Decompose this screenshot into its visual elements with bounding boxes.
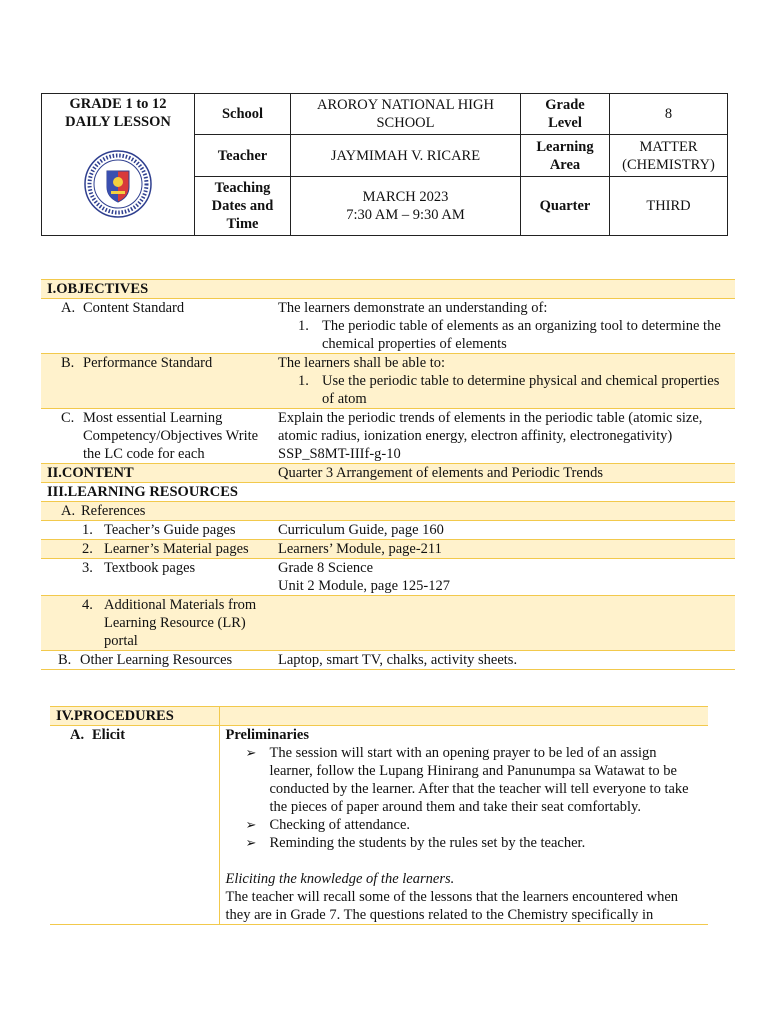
resource-item-label-cell <box>41 596 272 651</box>
dates-value-line2: 7:30 AM – 9:30 AM <box>346 207 465 223</box>
deped-seal-icon <box>83 149 153 219</box>
content-standard-label-cell <box>41 299 272 354</box>
textbook-value-line2: Unit 2 Module, page 125-127 <box>278 578 450 594</box>
school-value <box>291 94 521 135</box>
resource-item-label <box>47 521 266 539</box>
resource-item-num: 2. <box>82 541 93 557</box>
competency-value: Explain the periodic trends of elements in the periodic table (atomic size, atomic radius, ionization energy, electron affinity, electronegativity) SSP_S8MT-IIIf-g-10 <box>272 409 735 464</box>
resource-item-num: 4. <box>82 597 93 613</box>
references-text: References <box>81 503 146 519</box>
references-num: A. <box>61 503 76 519</box>
lesson-header-table <box>41 93 728 236</box>
dates-label-line3: Time <box>226 216 259 232</box>
performance-standard-item-text: Use the periodic table to determine physical and chemical properties of atom <box>322 373 720 407</box>
other-resources-text: Other Learning Resources <box>80 652 233 668</box>
performance-standard-intro: The learners shall be able to: <box>278 355 446 371</box>
competency-label-cell <box>41 409 272 464</box>
quarter-label: Quarter <box>521 177 610 236</box>
performance-standard-num: B. <box>61 355 75 371</box>
resource-item-label-cell <box>41 521 272 540</box>
competency-text: Most essential Learning Competency/Objectives Write the LC code for each <box>83 410 259 462</box>
grade-level-label <box>521 94 610 135</box>
school-label: School <box>195 94 291 135</box>
performance-standard-value <box>272 354 735 409</box>
content-standard-item-num: 1. <box>298 318 309 334</box>
learning-area-value <box>610 135 728 177</box>
resource-item-text: Textbook pages <box>104 560 196 576</box>
area-label-line1: Learning <box>536 138 594 155</box>
resource-item-text: Additional Materials from Learning Resource (LR) portal <box>104 597 257 649</box>
lesson-title-line1: GRADE 1 to 12 <box>69 96 167 112</box>
content-value: Quarter 3 Arrangement of elements and Periodic Trends <box>272 464 735 483</box>
other-resources-value: Laptop, smart TV, chalks, activity sheets. <box>272 651 735 670</box>
elicit-label-cell <box>50 726 219 925</box>
learning-resources-empty <box>272 483 735 502</box>
procedures-table <box>50 706 708 925</box>
references-empty <box>272 502 735 521</box>
resource-item-value: Curriculum Guide, page 160 <box>272 521 735 540</box>
resource-item-value: Learners’ Module, page-211 <box>272 540 735 559</box>
lesson-title-line2: DAILY LESSON <box>65 114 171 130</box>
dates-label-line1: Teaching <box>214 180 271 196</box>
bullet-text: Reminding the students by the rules set by the teacher. <box>269 835 586 851</box>
other-resources-label <box>47 651 266 669</box>
objectives-heading: I.OBJECTIVES <box>41 280 272 299</box>
references-label-cell <box>41 502 272 521</box>
list-item <box>226 816 703 834</box>
objectives-table <box>41 279 735 670</box>
school-value-line1: AROROY NATIONAL HIGH <box>317 97 494 113</box>
eliciting-heading: Eliciting the knowledge of the learners. <box>225 871 455 887</box>
content-standard-num: A. <box>61 300 76 316</box>
other-resources-num: B. <box>58 652 72 668</box>
teaching-dates-label <box>195 177 291 236</box>
quarter-value: THIRD <box>610 177 728 236</box>
learning-resources-heading: III.LEARNING RESOURCES <box>41 483 272 502</box>
dates-value-line1: MARCH 2023 <box>362 189 449 205</box>
performance-standard-item-num: 1. <box>298 373 309 389</box>
performance-standard-label-cell <box>41 354 272 409</box>
elicit-label <box>56 726 213 744</box>
eliciting-text: The teacher will recall some of the lessons that the learners encountered when they are in Grade 7. The questions related to the Chemistry specifically in <box>225 889 679 923</box>
content-heading: II.CONTENT <box>41 464 272 483</box>
resource-item-text: Learner’s Material pages <box>104 541 249 557</box>
teacher-label: Teacher <box>195 135 291 177</box>
objectives-heading-empty <box>272 280 735 299</box>
grade-label-line2: Level <box>548 115 582 131</box>
content-standard-item <box>278 317 729 353</box>
elicit-num: A. <box>70 727 85 743</box>
teacher-value: JAYMIMAH V. RICARE <box>291 135 521 177</box>
arrowhead-bullet-icon: ➢ <box>245 835 257 850</box>
content-standard-label <box>47 299 266 317</box>
competency-num: C. <box>61 410 75 426</box>
area-label-line2: Area <box>549 156 581 173</box>
resource-item-num: 1. <box>82 522 93 538</box>
content-standard-item-text: The periodic table of elements as an organizing tool to determine the chemical properties of elements <box>322 318 721 352</box>
content-standard-intro: The learners demonstrate an understanding of: <box>278 300 548 316</box>
learning-area-label <box>521 135 610 177</box>
list-item <box>226 834 703 852</box>
bullet-text: The session will start with an opening prayer to be led of an assign learner, follow the Lupang Hinirang and Panunumpa sa Watawat to be conducted by the learner. After that the teacher will tell everyone to take the pieces of paper around them and take their seat comfortably. <box>269 745 689 815</box>
grade-label-line1: Grade <box>545 97 585 113</box>
performance-standard-text: Performance Standard <box>83 355 213 371</box>
preliminaries-heading: Preliminaries <box>225 727 309 743</box>
resource-item-value <box>272 596 735 651</box>
area-value-line1: MATTER <box>639 138 698 155</box>
arrowhead-bullet-icon: ➢ <box>245 745 257 760</box>
arrowhead-bullet-icon: ➢ <box>245 817 257 832</box>
procedures-heading: IV.PROCEDURES <box>50 707 219 726</box>
resource-item-text: Teacher’s Guide pages <box>104 522 236 538</box>
lesson-title-cell <box>42 94 195 236</box>
procedures-heading-empty <box>219 707 708 726</box>
resource-item-num: 3. <box>82 560 93 576</box>
performance-standard-label <box>47 354 266 372</box>
performance-standard-item <box>278 372 729 408</box>
school-value-line2: SCHOOL <box>376 115 435 131</box>
grade-level-value: 8 <box>610 94 728 135</box>
resource-item-label <box>47 596 266 650</box>
content-standard-text: Content Standard <box>83 300 185 316</box>
resource-item-label <box>47 540 266 558</box>
resource-item-value <box>272 559 735 596</box>
competency-label <box>47 409 266 463</box>
bullet-text: Checking of attendance. <box>269 817 411 833</box>
other-resources-label-cell <box>41 651 272 670</box>
elicit-content <box>219 726 708 925</box>
area-value-line2: (CHEMISTRY) <box>622 156 715 173</box>
resource-item-label <box>47 559 266 577</box>
dates-label-line2: Dates and <box>211 198 274 214</box>
resource-item-label-cell <box>41 540 272 559</box>
teaching-dates-value <box>291 177 521 236</box>
elicit-text: Elicit <box>92 727 126 743</box>
list-item <box>226 744 703 816</box>
references-label <box>47 502 266 520</box>
content-standard-value <box>272 299 735 354</box>
textbook-value-line1: Grade 8 Science <box>278 560 374 576</box>
resource-item-label-cell <box>41 559 272 596</box>
